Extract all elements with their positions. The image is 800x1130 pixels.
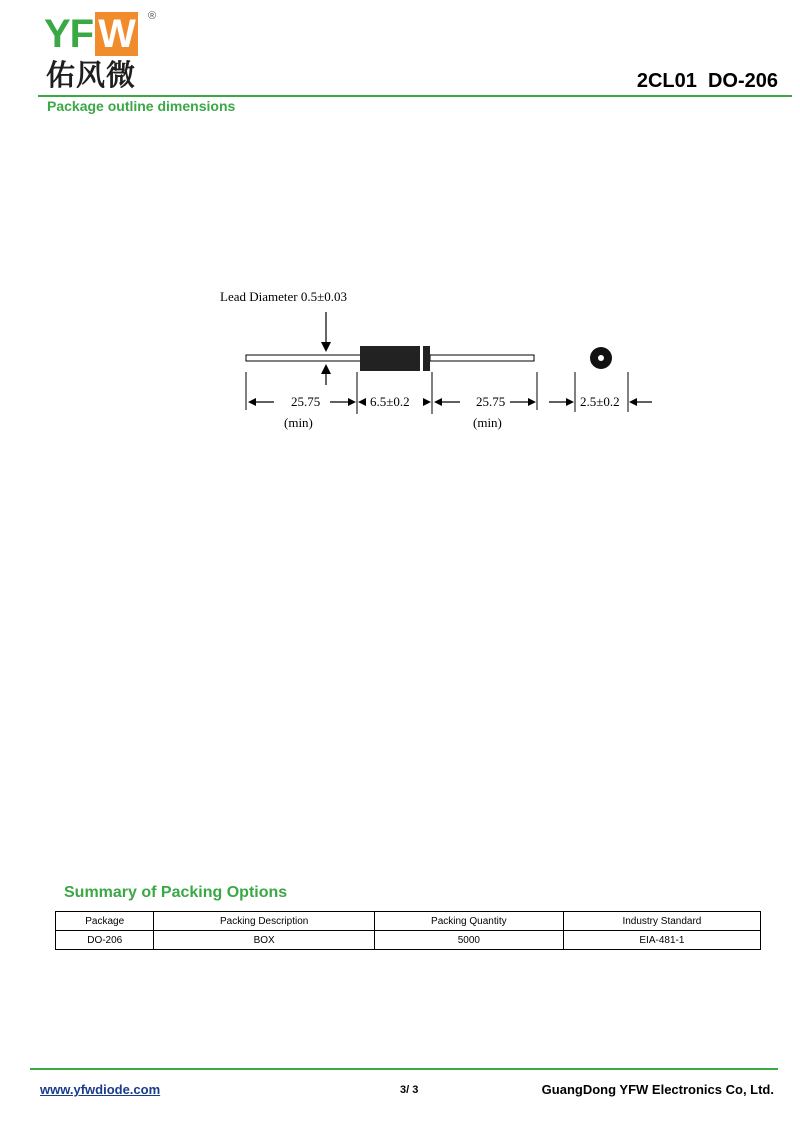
lead-diameter-label: Lead Diameter 0.5±0.03 xyxy=(220,289,347,304)
packing-options-table xyxy=(55,911,761,950)
right-lead xyxy=(430,355,534,361)
arrow-head-right xyxy=(566,398,574,406)
section-title: Package outline dimensions xyxy=(47,98,236,114)
arrow-head-right xyxy=(423,398,431,406)
arrow-head-left xyxy=(248,398,256,406)
cathode-band xyxy=(420,346,423,371)
table-header-cell: Industry Standard xyxy=(563,912,760,931)
table-header-cell: Packing Quantity xyxy=(374,912,563,931)
left-lead-length: 25.75 xyxy=(291,394,321,409)
body-length: 6.5±0.2 xyxy=(370,394,410,409)
page-number: 3/ 3 xyxy=(400,1084,419,1096)
end-view-lead xyxy=(598,355,604,361)
arrow-head-right xyxy=(528,398,536,406)
part-title: 2CL01 DO-206 xyxy=(636,70,778,92)
diode-body xyxy=(360,346,430,371)
table-cell: BOX xyxy=(154,931,374,950)
footer-divider xyxy=(30,1068,778,1070)
company-name: GuangDong YFW Electronics Co, Ltd. xyxy=(541,1082,774,1097)
table-cell: EIA-481-1 xyxy=(563,931,760,950)
summary-title: Summary of Packing Options xyxy=(64,884,288,901)
table-header-row xyxy=(56,912,761,931)
left-lead-note: (min) xyxy=(284,415,313,430)
table-header-cell: Packing Description xyxy=(154,912,374,931)
logo-latin-w: W xyxy=(95,12,138,56)
arrow-head-left xyxy=(358,398,366,406)
arrow-head-left xyxy=(629,398,637,406)
body-diameter: 2.5±0.2 xyxy=(580,394,620,409)
arrow-head-up xyxy=(321,364,331,374)
table-cell: DO-206 xyxy=(56,931,154,950)
registered-mark: ® xyxy=(148,10,157,22)
arrow-head-right xyxy=(348,398,356,406)
logo-latin-yf: YF xyxy=(44,12,94,56)
arrow-head-down xyxy=(321,342,331,352)
logo-chinese-name: 佑风微 xyxy=(46,58,137,92)
website-link[interactable]: www.yfwdiode.com xyxy=(40,1082,161,1097)
right-lead-note: (min) xyxy=(473,415,502,430)
left-lead xyxy=(246,355,362,361)
table-row xyxy=(56,931,761,950)
table-cell: 5000 xyxy=(374,931,563,950)
arrow-head-left xyxy=(434,398,442,406)
right-lead-length: 25.75 xyxy=(476,394,506,409)
table-header-cell: Package xyxy=(56,912,154,931)
